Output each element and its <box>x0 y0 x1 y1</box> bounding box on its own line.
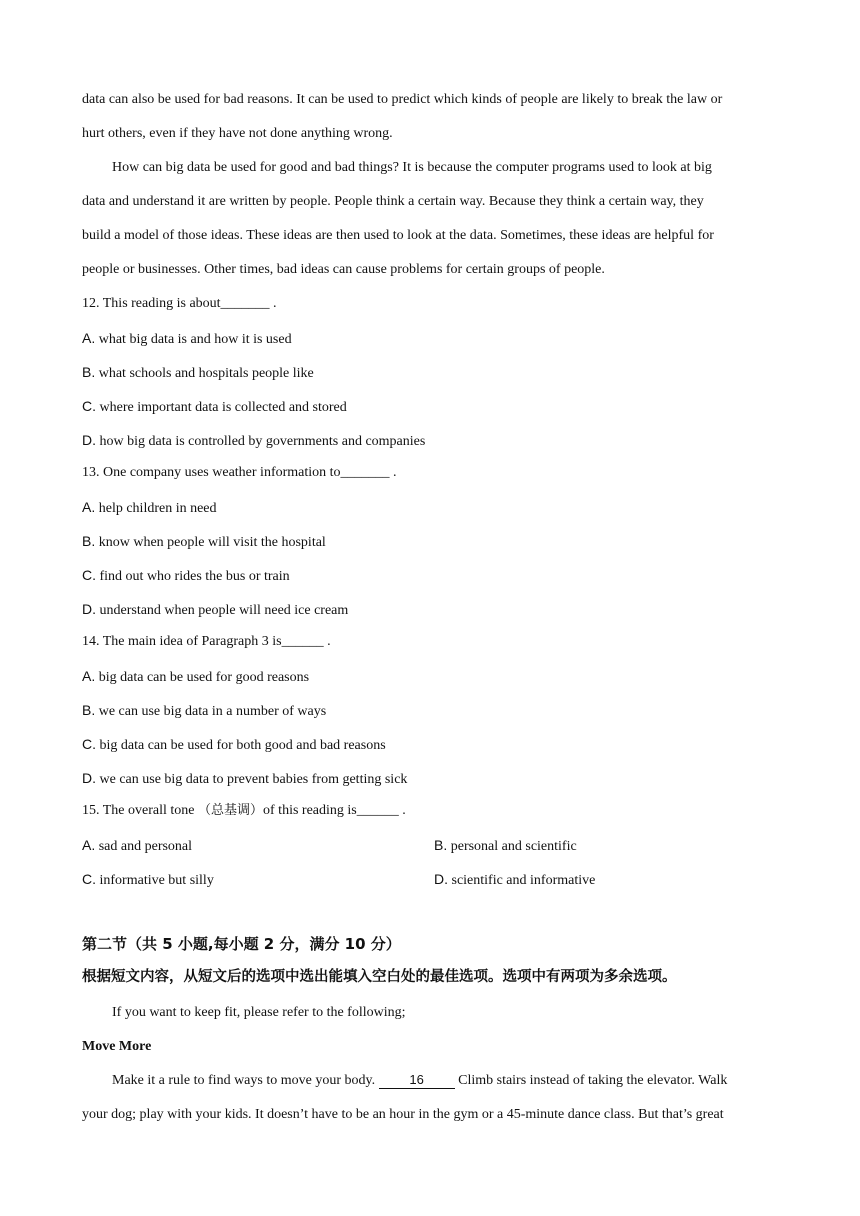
option-14-c: C. big data can be used for both good and bad reasons <box>82 736 386 753</box>
blank-16: 16 <box>379 1072 455 1089</box>
option-13-a: A. help children in need <box>82 499 217 516</box>
section-instruction: 根据短文内容，从短文后的选项中选出能填入空白处的最佳选项。选项中有两项为多余选项。 <box>82 969 677 985</box>
option-12-c: C. where important data is collected and stored <box>82 398 347 415</box>
option-15-d: D. scientific and informative <box>434 871 596 888</box>
question-14-stem: 14. The main idea of Paragraph 3 is______ . <box>82 634 331 649</box>
question-13-stem: 13. One company uses weather information to_______ . <box>82 465 397 480</box>
question-12-stem: 12. This reading is about_______ . <box>82 296 277 311</box>
passage-line: build a model of those ideas. These ideas are then used to look at the data. Sometimes, these ideas are helpful for <box>82 228 714 243</box>
option-15-c: C. informative but silly <box>82 871 214 888</box>
option-14-d: D. we can use big data to prevent babies from getting sick <box>82 770 408 787</box>
option-13-c: C. find out who rides the bus or train <box>82 567 290 584</box>
passage-line: data and understand it are written by people. People think a certain way. Because they think a certain way, they <box>82 194 704 209</box>
section-heading: 第二节（共 5 小题,每小题 2 分，满分 10 分） <box>82 935 401 953</box>
option-13-b: B. know when people will visit the hospital <box>82 533 326 550</box>
option-14-a: A. big data can be used for good reasons <box>82 668 310 685</box>
option-14-b: B. we can use big data in a number of ways <box>82 702 327 719</box>
option-15-b: B. personal and scientific <box>434 837 577 854</box>
subheading: Move More <box>82 1039 152 1054</box>
passage-line: data can also be used for bad reasons. It can be used to predict which kinds of people are likely to break the law or <box>82 92 723 107</box>
option-12-d: D. how big data is controlled by governments and companies <box>82 432 426 449</box>
passage-line: people or businesses. Other times, bad ideas can cause problems for certain groups of people. <box>82 262 605 277</box>
option-12-a: A. what big data is and how it is used <box>82 330 292 347</box>
option-15-a: A. sad and personal <box>82 837 193 854</box>
question-15-stem: 15. The overall tone （总基调）of this reading is______ . <box>82 803 406 818</box>
paragraph-line: your dog; play with your kids. It doesn’t have to be an hour in the gym or a 45-minute dance class. But that’s great <box>82 1107 724 1122</box>
passage-line: How can big data be used for good and bad things? It is because the computer programs used to look at big <box>112 160 712 175</box>
passage-line: hurt others, even if they have not done anything wrong. <box>82 126 393 141</box>
option-12-b: B. what schools and hospitals people like <box>82 364 314 381</box>
section-intro: If you want to keep fit, please refer to the following; <box>112 1005 406 1020</box>
option-13-d: D. understand when people will need ice cream <box>82 601 349 618</box>
paragraph-line: Make it a rule to find ways to move your body. 16 Climb stairs instead of taking the elevator. Walk <box>112 1072 728 1088</box>
